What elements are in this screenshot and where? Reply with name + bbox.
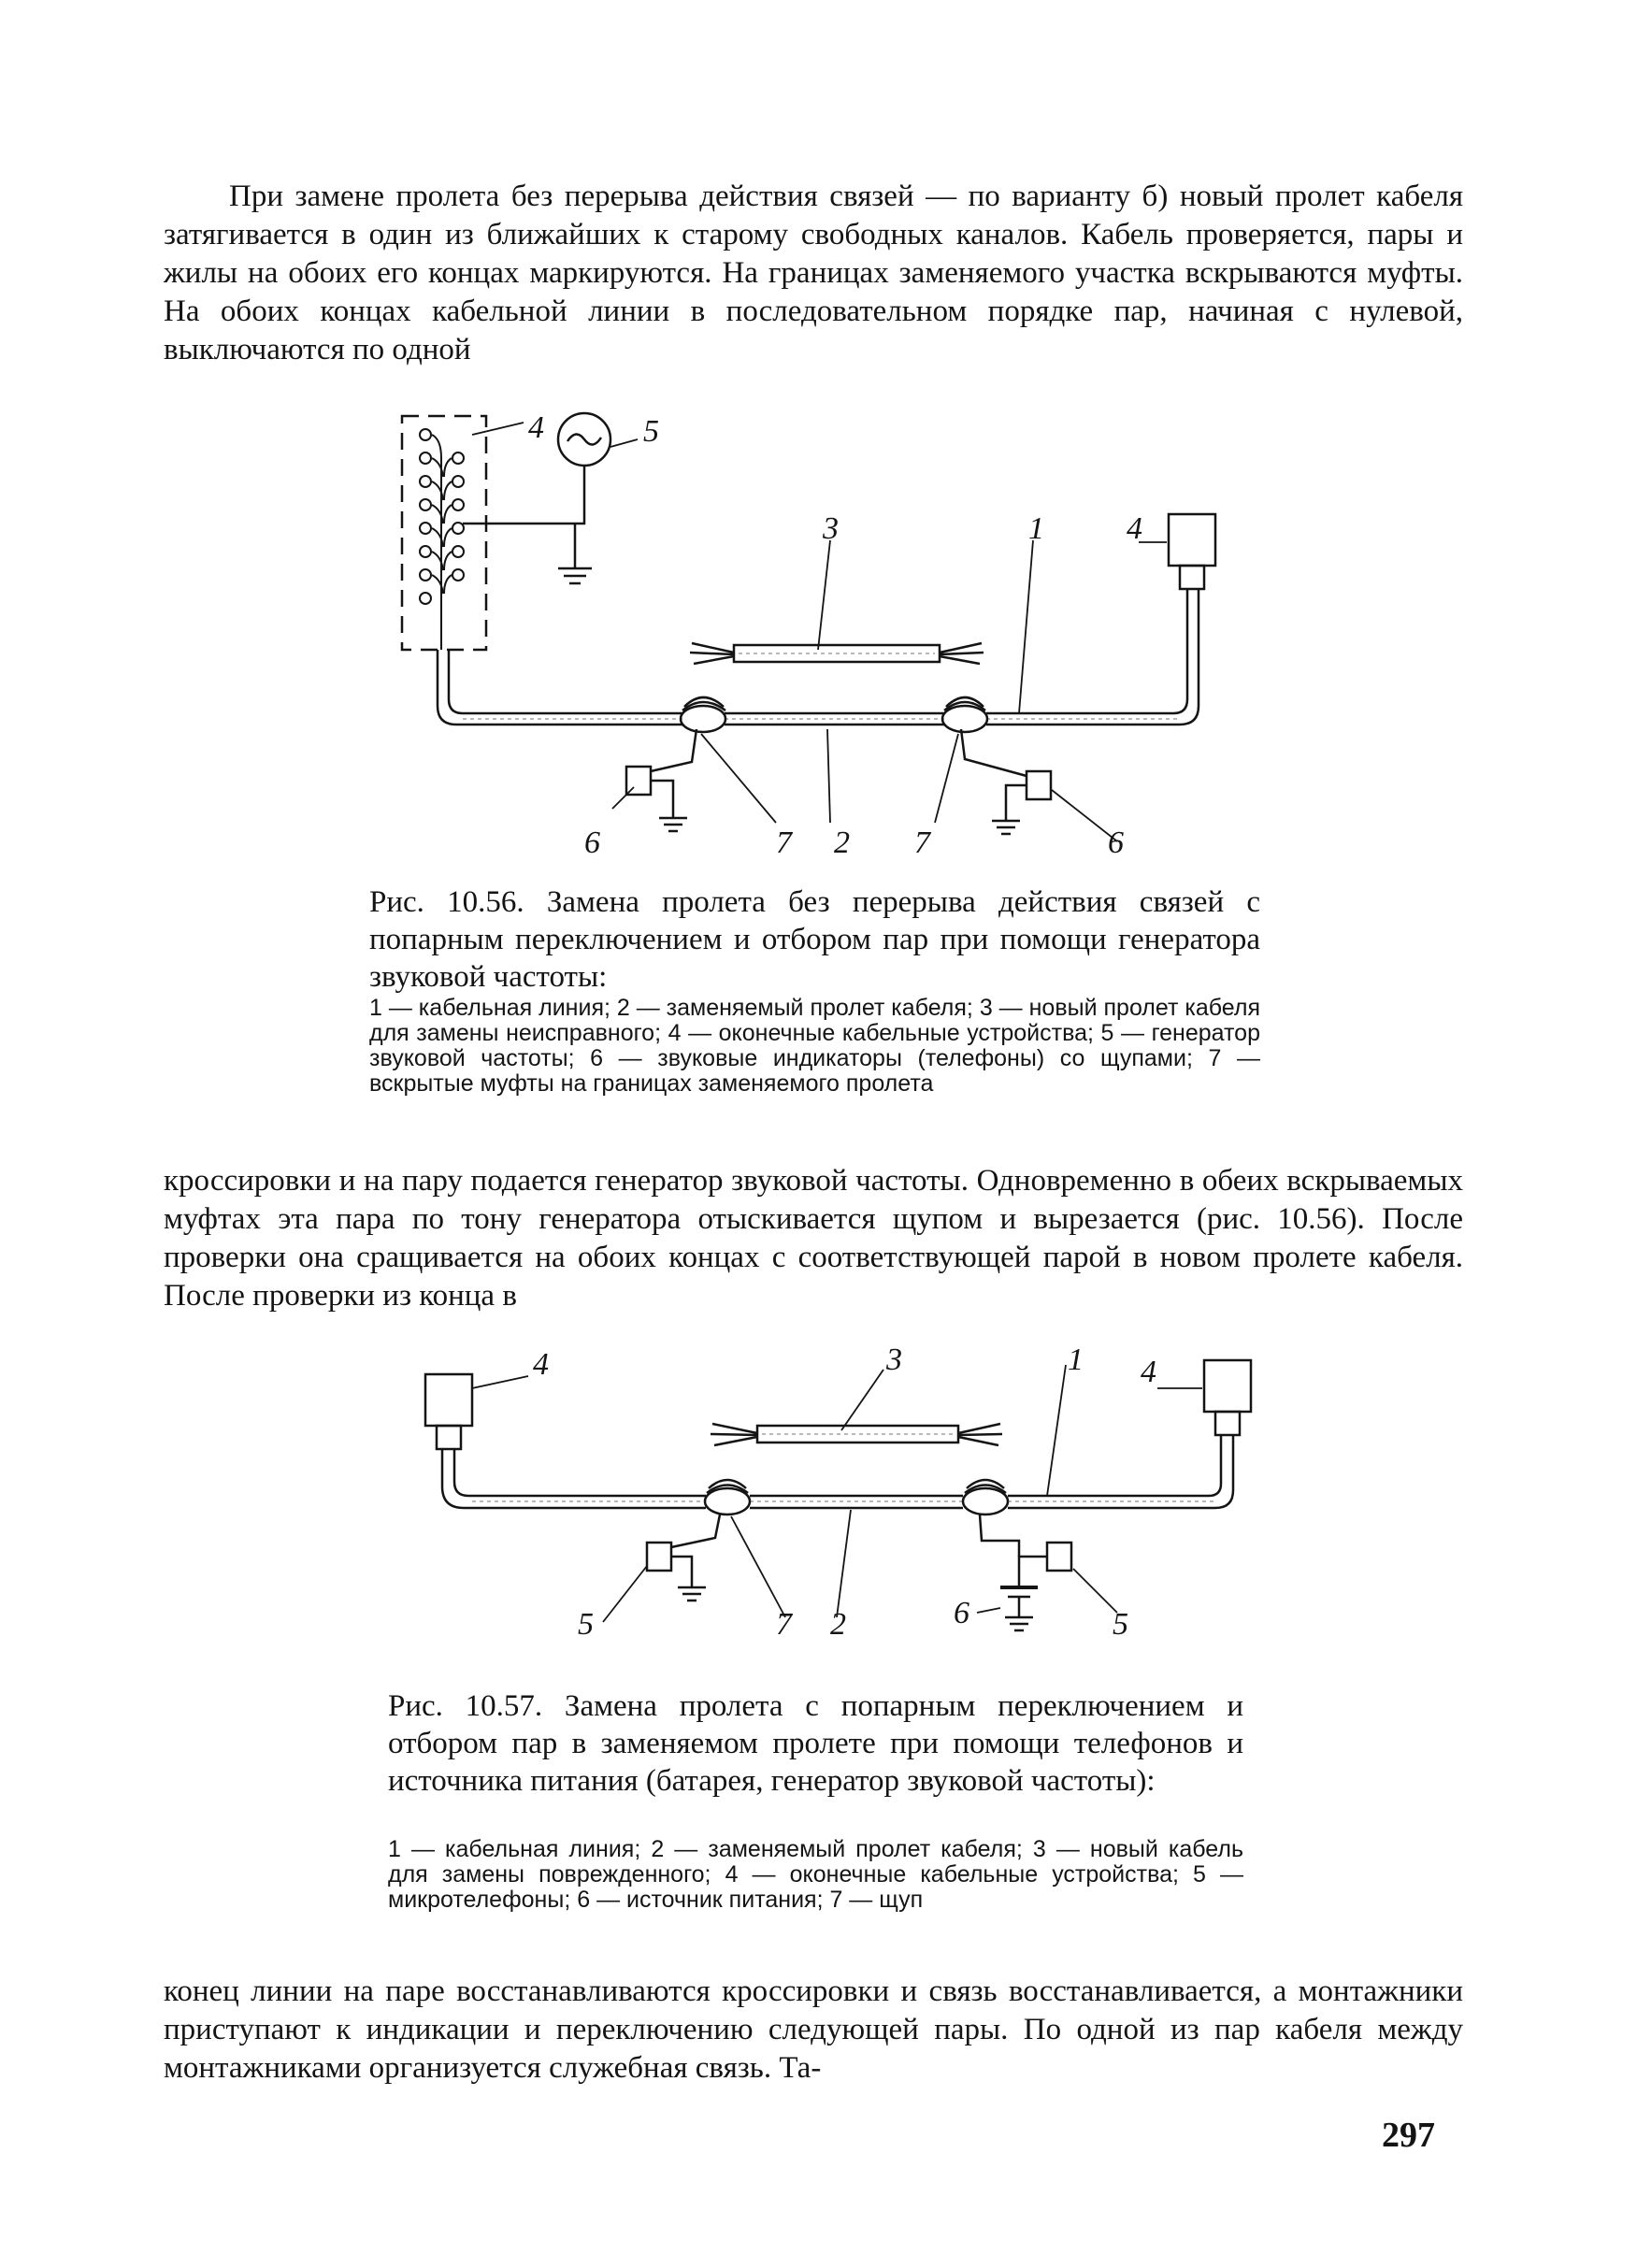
fig2-label-6: 6 bbox=[954, 1596, 969, 1630]
fig2-label-1: 1 bbox=[1068, 1342, 1084, 1377]
fig1-label-2: 2 bbox=[834, 825, 850, 860]
fig1-label-5: 5 bbox=[643, 414, 659, 449]
figure-10-57-legend: 1 — кабельная линия; 2 — заменяемый пролет кабеля; 3 — новый кабель для замены поврежденного; 4 — оконечные кабельные устройства; 5 — микротелефоны; 6 — источник питания; 7 — щуп bbox=[388, 1836, 1243, 1913]
fig1-label-7a: 7 bbox=[776, 825, 792, 860]
paragraph-1: При замене пролета без перерыва действия связей — по варианту б) новый пролет кабеля затягивается в один из ближайших к старому свободных каналов. Кабель проверяется, пары и жилы на обоих его концах маркируются. На границах заменяемого участка вскрываются муфты. На обоих концах кабельной линии в последовательном порядке пар, начиная с нулевой, выключаются по одной bbox=[164, 179, 1463, 366]
figure-10-56-caption: Рис. 10.56. Замена пролета без перерыва действия связей с попарным переключением и отбором пар при помощи генератора звуковой частоты: bbox=[369, 885, 1260, 994]
fig1-label-6a: 6 bbox=[584, 825, 600, 860]
fig2-label-2: 2 bbox=[830, 1607, 846, 1642]
fig1-label-4a: 4 bbox=[528, 410, 544, 445]
figure-10-57-diagram bbox=[402, 1337, 1262, 1645]
fig1-label-4b: 4 bbox=[1127, 511, 1142, 546]
paragraph-2: кроссировки и на пару подается генератор звуковой частоты. Одновременно в обеих вскрываемых муфтах эта пара по тону генератора отыскивается щупом и вырезается (рис. 10.56). После проверки она сращивается на обоих концах с соответствующей парой в новом пролете кабеля. После проверки из конца в bbox=[164, 1164, 1463, 1313]
fig2-label-5a: 5 bbox=[578, 1607, 594, 1642]
fig2-label-3: 3 bbox=[886, 1342, 902, 1377]
fig2-label-5b: 5 bbox=[1113, 1607, 1128, 1642]
figure-10-56-diagram bbox=[374, 402, 1271, 869]
fig1-label-3: 3 bbox=[823, 511, 839, 546]
fig1-label-7b: 7 bbox=[914, 825, 930, 860]
figure-10-57-caption: Рис. 10.57. Замена пролета с попарным переключением и отбором пар в заменяемом пролете при помощи телефонов и источника питания (батарея, генератор звуковой частоты): bbox=[388, 1689, 1243, 1798]
fig2-label-4b: 4 bbox=[1141, 1355, 1156, 1389]
fig1-label-6b: 6 bbox=[1108, 825, 1124, 860]
figure-10-56-legend: 1 — кабельная линия; 2 — заменяемый пролет кабеля; 3 — новый пролет кабеля для замены неисправного; 4 — оконечные кабельные устройства; 5 — генератор звуковой частоты; 6 — звуковые индикаторы (телефоны) со щупами; 7 — вскрытые муфты на границах заменяемого пролета bbox=[369, 995, 1260, 1097]
fig2-label-7: 7 bbox=[776, 1607, 792, 1642]
fig1-label-1: 1 bbox=[1028, 511, 1044, 546]
paragraph-3: конец линии на паре восстанавливаются кроссировки и связь восстанавливается, а монтажники приступают к индикации и переключению следующей пары. По одной из пар кабеля между монтажниками организуется служебная связь. Та- bbox=[164, 1974, 1463, 2085]
page-number: 297 bbox=[1382, 2116, 1435, 2155]
fig2-label-4a: 4 bbox=[533, 1347, 549, 1382]
